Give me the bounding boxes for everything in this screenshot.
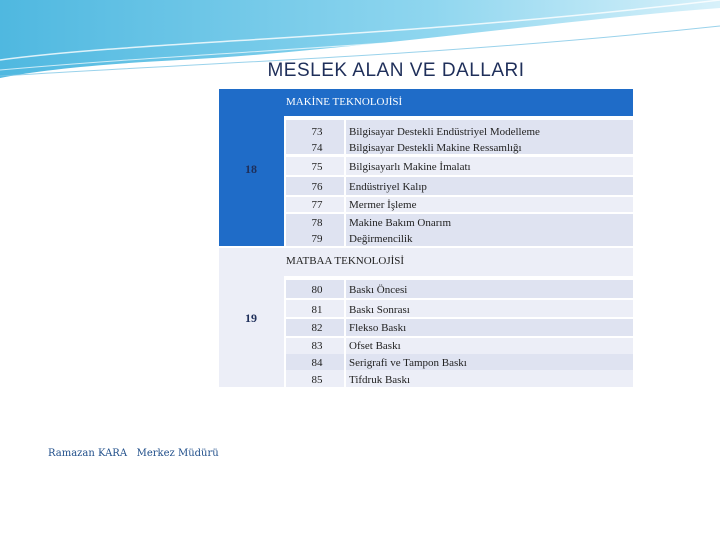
branch-code: 85 bbox=[311, 374, 323, 386]
branch-name: Serigrafi ve Tampon Baskı bbox=[349, 357, 467, 369]
table-row bbox=[286, 177, 633, 195]
branch-code: 73 bbox=[311, 126, 323, 138]
table-row bbox=[286, 319, 633, 336]
branch-code: 83 bbox=[311, 340, 323, 352]
table-row bbox=[286, 300, 633, 317]
branch-name: Baskı Öncesi bbox=[349, 284, 408, 296]
branch-code: 81 bbox=[311, 304, 323, 316]
branch-code: 80 bbox=[311, 284, 323, 296]
table-row bbox=[286, 280, 633, 298]
branch-name: Bilgisayar Destekli Endüstriyel Modelleme bbox=[349, 126, 540, 138]
branch-code: 84 bbox=[311, 357, 323, 369]
group-18-header-label: MAKİNE TEKNOLOJİSİ bbox=[286, 96, 403, 108]
branch-code: 77 bbox=[311, 199, 323, 211]
branch-name: Baskı Sonrası bbox=[349, 304, 410, 316]
group-18-code: 18 bbox=[245, 162, 257, 176]
branch-name: Endüstriyel Kalıp bbox=[349, 181, 427, 193]
branch-name: Tifdruk Baskı bbox=[349, 374, 411, 386]
branch-code: 75 bbox=[311, 161, 323, 173]
table-row bbox=[286, 197, 633, 212]
branch-name: Mermer İşleme bbox=[349, 199, 417, 211]
branch-name: Bilgisayarlı Makine İmalatı bbox=[349, 161, 471, 173]
group-19-header-label: MATBAA TEKNOLOJİSİ bbox=[286, 255, 405, 267]
branch-code: 76 bbox=[311, 181, 323, 193]
group-19-header bbox=[219, 248, 633, 276]
branch-name: Değirmencilik bbox=[349, 233, 413, 245]
branch-code: 82 bbox=[311, 322, 323, 334]
branch-code: 78 bbox=[311, 217, 323, 229]
table-row bbox=[286, 214, 633, 246]
group-18-code-cell bbox=[219, 116, 284, 246]
branch-name: Makine Bakım Onarım bbox=[349, 217, 452, 229]
group-19-code: 19 bbox=[245, 311, 257, 325]
branch-code: 79 bbox=[311, 233, 323, 245]
group-18-header bbox=[219, 89, 633, 116]
group-19-code-cell bbox=[219, 276, 284, 387]
footer-author: Ramazan KARA Merkez Müdürü bbox=[48, 448, 219, 459]
branch-name: Flekso Baskı bbox=[349, 322, 407, 334]
branch-code: 74 bbox=[311, 142, 323, 154]
branch-name: Ofset Baskı bbox=[349, 340, 401, 352]
page-title: MESLEK ALAN VE DALLARI bbox=[267, 60, 525, 81]
branch-name: Bilgisayar Destekli Makine Ressamlığı bbox=[349, 142, 522, 154]
